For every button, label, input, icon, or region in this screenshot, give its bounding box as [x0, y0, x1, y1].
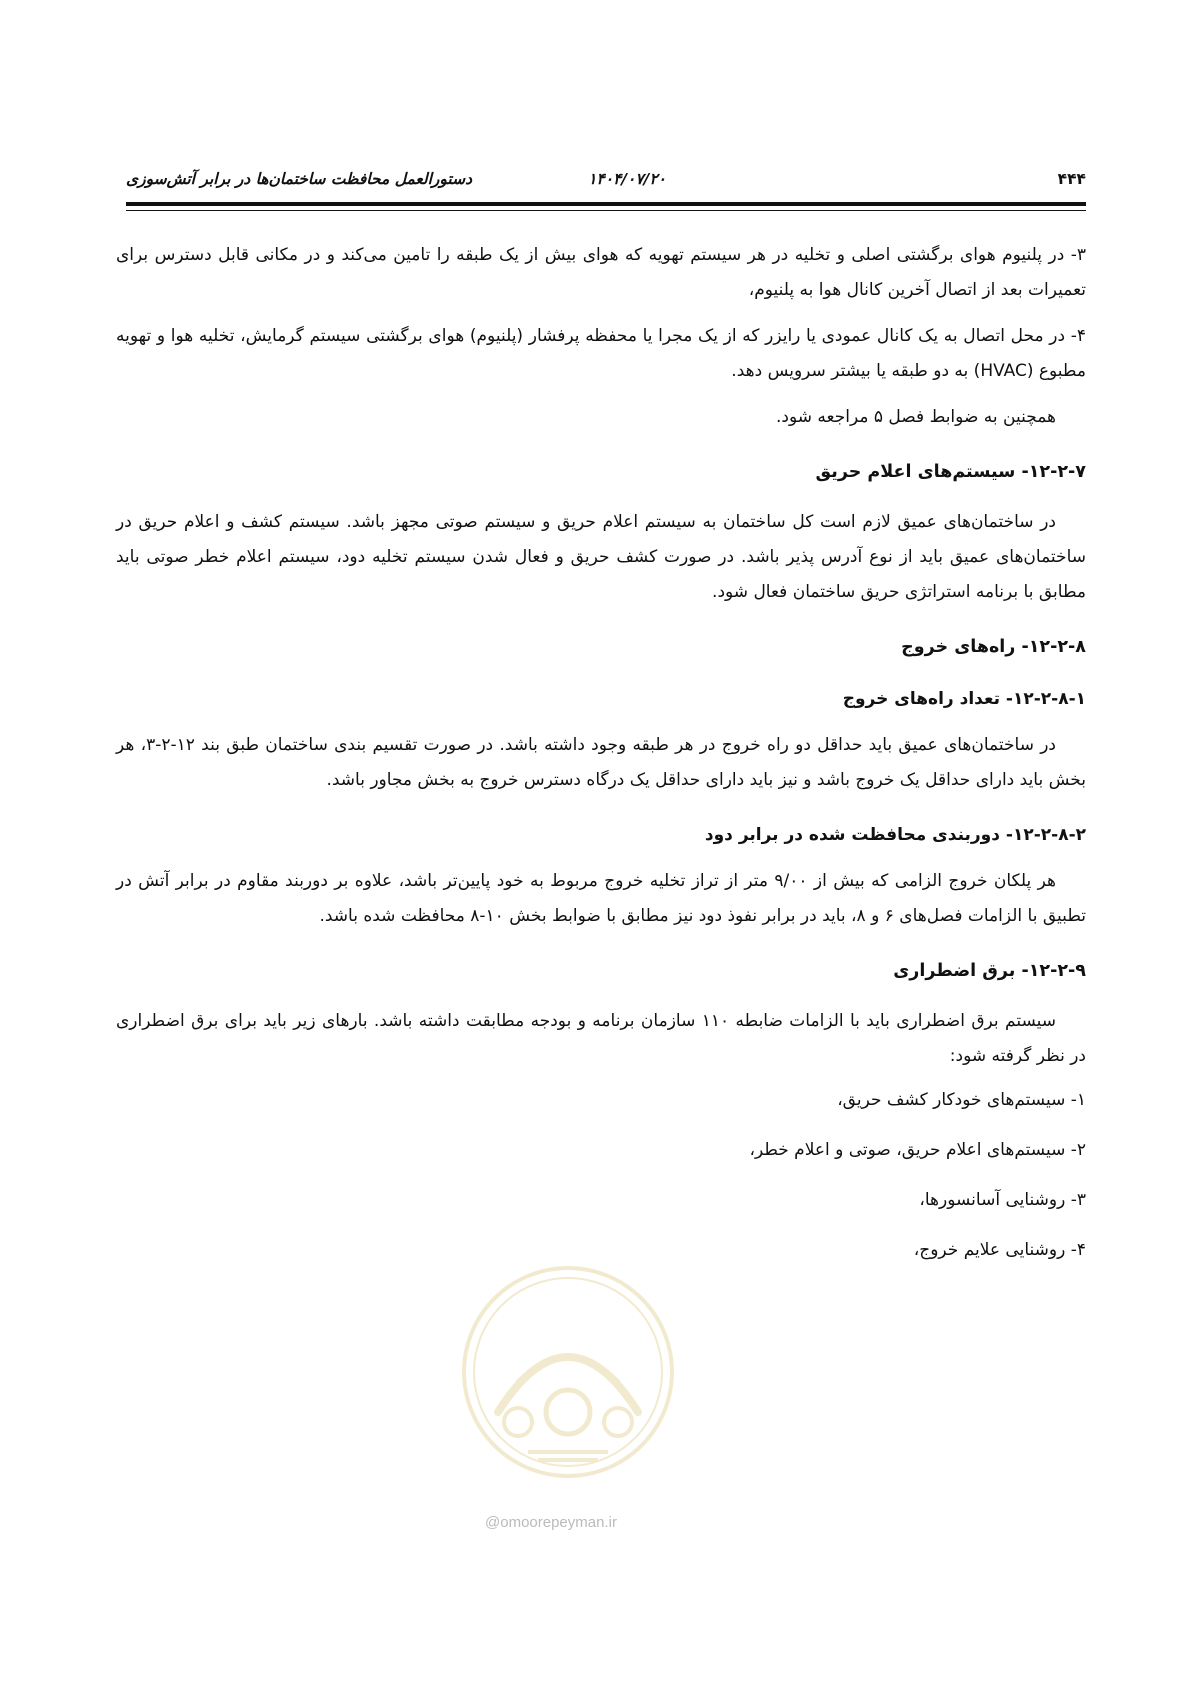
header-title: دستورالعمل محافظت ساختمان‌ها در برابر آتش‌سوزی	[126, 170, 472, 188]
paragraph-also-refer: همچنین به ضوابط فصل ۵ مراجعه شود.	[776, 407, 1056, 427]
section-heading-12-2-8: ۱۲-۲-۸- راه‌های خروج	[901, 637, 1086, 657]
section-heading-12-2-9: ۱۲-۲-۹- برق اضطراری	[893, 961, 1086, 981]
document-body	[116, 238, 1086, 1285]
section-body-12-2-9: سیستم برق اضطراری باید با الزامات ضابطه ۱۱۰ سازمان برنامه و بودجه مطابقت داشته باشد. بارهای زیر باید برای برق اضطراری در نظر گرفته شود:	[116, 1011, 1086, 1066]
section-heading-12-2-8-2: ۱۲-۲-۸-۲- دوربندی محافظت شده در برابر دود	[704, 825, 1086, 845]
header-rule-thin	[126, 210, 1086, 211]
emergency-loads-list	[116, 1085, 1086, 1265]
page-header	[126, 170, 1086, 192]
list-item: ۱- سیستم‌های خودکار کشف حریق،	[837, 1090, 1086, 1110]
section-body-12-2-8-2: هر پلکان خروج الزامی که بیش از ۹/۰۰ متر از تراز تخلیه خروج مربوط به خود پایین‌تر باشد، علاوه بر دوربند مقاوم در برابر آتش در تطبیق با الزامات فصل‌های ۶ و ۸، باید در برابر نفوذ دود نیز مطابق با ضوابط بخش ۱۰-۸ محافظت شده باشد.	[116, 871, 1086, 926]
header-rule-thick	[126, 202, 1086, 206]
section-body-12-2-7: در ساختمان‌های عمیق لازم است کل ساختمان به سیستم اعلام حریق و سیستم صوتی مجهز باشد. سیستم کشف و اعلام حریق در ساختمان‌های عمیق باید از نوع آدرس پذیر باشد. در صورت کشف حریق و فعال شدن سیستم تخلیه دود، سیستم اعلام خطر صوتی باید مطابق با برنامه استراتژی حریق ساختمان فعال شود.	[116, 512, 1086, 602]
section-heading-12-2-7: ۱۲-۲-۷- سیستم‌های اعلام حریق	[815, 462, 1086, 482]
section-heading-12-2-8-1: ۱۲-۲-۸-۱- تعداد راه‌های خروج	[842, 689, 1086, 709]
section-body-12-2-8-1: در ساختمان‌های عمیق باید حداقل دو راه خروج در هر طبقه وجود داشته باشد. در صورت تقسیم بندی ساختمان طبق بند ۱۲-۲-۳، هر بخش باید دارای حداقل یک خروج باشد و نیز باید دارای حداقل یک درگاه دسترس خروج به بخش مجاور باشد.	[116, 735, 1086, 790]
page-number: ۴۴۴	[1057, 170, 1086, 188]
list-item: ۲- سیستم‌های اعلام حریق، صوتی و اعلام خطر،	[749, 1140, 1086, 1160]
paragraph-item-4: ۴- در محل اتصال به یک کانال عمودی یا رایزر که از یک مجرا یا محفظه پرفشار (پلنیوم) هوای برگشتی سیستم گرمایش، تخلیه هوا و تهویه مطبوع (HVAC) به دو طبقه یا بیشتر سرویس دهد.	[116, 326, 1086, 381]
list-item: ۴- روشنایی علایم خروج،	[913, 1240, 1086, 1260]
paragraph-item-3: ۳- در پلنیوم هوای برگشتی اصلی و تخلیه در هر سیستم تهویه که هوای بیش از یک طبقه را تامین می‌کند و در مکانی قابل دسترس برای تعمیرات بعد از اتصال آخرین کانال هوا به پلنیوم،	[116, 245, 1086, 300]
watermark-logo-icon	[458, 1262, 678, 1482]
watermark-text: @omoorepeyman.ir	[485, 1514, 617, 1531]
header-date: ۱۴۰۴/۰۷/۲۰	[588, 170, 666, 188]
list-item: ۳- روشنایی آسانسورها،	[919, 1190, 1086, 1210]
